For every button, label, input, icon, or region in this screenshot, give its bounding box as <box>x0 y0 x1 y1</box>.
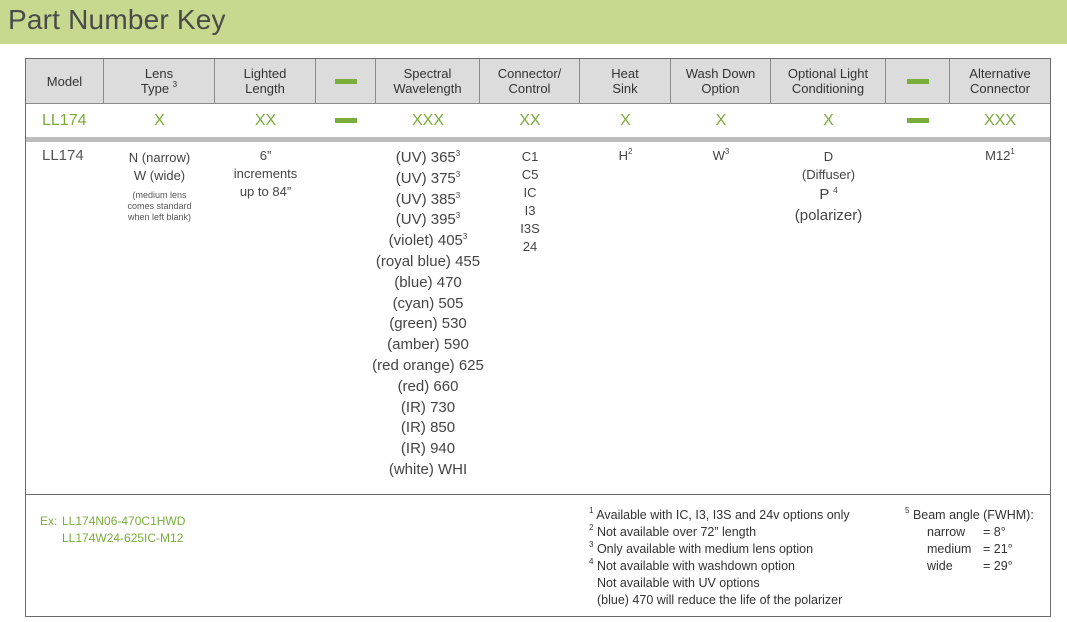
footnote <box>589 575 850 592</box>
header-heat-label <box>611 66 638 96</box>
spectral-option <box>356 190 500 211</box>
example-part-number: LL174N06-470C1HWD <box>62 514 186 528</box>
header-length-label <box>244 66 287 96</box>
spectral-option-text: (amber) 590 <box>387 336 469 354</box>
footnote-text: Not available with washdown option <box>596 559 795 573</box>
spectral-option-text: (IR) 850 <box>400 419 456 437</box>
footnote-number: 3 <box>589 540 594 549</box>
header-length-line1: Lighted <box>243 66 287 81</box>
code-alt: XXX <box>983 111 1016 129</box>
code-spectral: XXX <box>411 111 444 129</box>
header-connector <box>480 59 580 103</box>
connector-option: 24 <box>522 239 538 254</box>
examples-label: Ex: <box>40 514 58 528</box>
dash-icon <box>907 118 929 123</box>
code-row <box>26 104 1050 137</box>
header-alt-label <box>969 66 1030 96</box>
beam-title <box>905 507 1034 524</box>
spectral-option-text: (white) WHI <box>388 460 468 478</box>
spectral-option-text: (cyan) 505 <box>392 294 464 312</box>
footnote <box>589 507 850 524</box>
footnote <box>589 558 850 575</box>
header-optical-line2: Conditioning <box>791 81 865 96</box>
spectral-option <box>356 210 500 231</box>
header-length <box>215 59 316 103</box>
header-lens-line2: Type <box>140 81 170 96</box>
code-dash-2 <box>886 104 950 137</box>
connector-option: C5 <box>521 167 539 182</box>
lens-note: (medium lens <box>132 190 187 200</box>
heat-sup: 2 <box>627 147 633 156</box>
spectral-option-text: (green) 530 <box>389 315 467 333</box>
option-spectral-list <box>356 148 500 481</box>
spectral-option-text: (blue) 470 <box>394 273 462 291</box>
optical-sup: 4 <box>833 186 838 195</box>
header-spectral <box>376 59 480 103</box>
header-wash-line1: Wash Down <box>685 66 756 81</box>
length-option: up to 84” <box>239 184 292 199</box>
alt-sup: 1 <box>1010 147 1015 156</box>
code-connector: XX <box>519 111 541 129</box>
spectral-option <box>356 273 500 294</box>
code-length: XX <box>254 111 277 129</box>
header-spectral-line2: Wavelength <box>393 81 462 96</box>
spectral-option <box>356 335 500 356</box>
beam-title-text: Beam angle (FWHM): <box>912 508 1034 522</box>
header-wash-line2: Option <box>701 81 740 96</box>
footnotes <box>589 507 850 609</box>
spectral-option-text: (IR) 940 <box>400 440 456 458</box>
beam-value: = 8° <box>983 525 1006 539</box>
header-alt <box>950 59 1050 103</box>
beam-key: narrow <box>927 525 966 539</box>
spectral-option-sup: 3 <box>455 190 461 200</box>
beam-row <box>905 541 1034 558</box>
code-heat: X <box>620 111 631 129</box>
spectral-option-text: (UV) 385 <box>395 190 456 208</box>
footnote-number: 2 <box>589 523 594 532</box>
header-spectral-label <box>393 66 461 96</box>
connector-option: C1 <box>521 149 539 164</box>
header-model-label: Model <box>46 73 83 89</box>
connector-option: IC <box>523 185 537 200</box>
heat-option: H <box>618 148 628 163</box>
length-option: 6” <box>259 148 272 163</box>
footer-box <box>25 495 1051 617</box>
connector-option: I3S <box>520 221 540 236</box>
spectral-option-sup: 3 <box>455 149 461 158</box>
header-wash-label <box>686 66 756 96</box>
spectral-option-sup: 3 <box>462 232 468 242</box>
title-bar <box>0 0 1067 44</box>
spectral-option-sup: 3 <box>455 169 461 179</box>
spectral-option <box>356 418 500 439</box>
header-lens-sup: 3 <box>172 80 178 89</box>
option-alt <box>950 148 1050 163</box>
spectral-option-sup: 3 <box>455 211 461 221</box>
beam-row <box>905 524 1034 541</box>
footnote <box>589 541 850 558</box>
spectral-option <box>356 169 500 190</box>
spectral-option-text: (UV) 375 <box>395 169 456 187</box>
header-alt-line2: Connector <box>970 81 1030 96</box>
dash-icon <box>907 79 929 84</box>
spectral-option-text: (UV) 395 <box>395 211 456 229</box>
code-model: LL174 <box>42 111 87 129</box>
page-title: Part Number Key <box>8 4 226 35</box>
wash-sup: 3 <box>724 147 730 156</box>
code-dash-1 <box>316 104 376 137</box>
lens-option: W (wide) <box>133 168 186 183</box>
header-lens-line1: Lens <box>144 66 174 81</box>
optical-option: (Diffuser) <box>801 167 856 182</box>
spectral-option-text: (IR) 730 <box>400 398 456 416</box>
wash-option: W <box>712 148 725 163</box>
dash-icon <box>335 118 357 123</box>
spectral-option <box>356 148 500 169</box>
header-optical <box>771 59 886 103</box>
alt-option: M12 <box>985 148 1011 163</box>
lens-option: N (narrow) <box>128 150 191 165</box>
optical-option <box>771 184 886 206</box>
option-optical <box>771 148 886 226</box>
optical-option: (polarizer) <box>794 207 863 224</box>
spectral-option <box>356 398 500 419</box>
code-optical: X <box>823 111 834 129</box>
beam-row <box>905 558 1034 575</box>
header-alt-line1: Alternative <box>969 66 1031 81</box>
beam-sup: 5 <box>905 506 910 515</box>
dash-icon <box>335 79 357 84</box>
beam-key: wide <box>927 559 953 573</box>
spectral-option <box>356 356 500 377</box>
part-number-table <box>25 58 1051 495</box>
examples-list <box>62 513 185 547</box>
lens-note: when left blank) <box>127 212 192 222</box>
header-row <box>26 59 1050 104</box>
footnote <box>589 524 850 541</box>
spectral-option-text: (red orange) 625 <box>372 356 484 374</box>
option-wash <box>671 148 771 163</box>
header-length-line2: Length <box>245 81 285 96</box>
divider <box>26 137 1050 142</box>
spectral-option-text: (violet) 405 <box>388 232 463 250</box>
beam-value: = 29° <box>983 559 1013 573</box>
beam-key: medium <box>927 542 972 556</box>
spectral-option-text: (royal blue) 455 <box>375 252 481 270</box>
header-heat-line2: Sink <box>612 81 638 96</box>
lens-note: comes standard <box>127 201 192 211</box>
header-dash-2 <box>886 59 950 103</box>
option-connector-list <box>480 148 580 256</box>
footnote <box>589 592 850 609</box>
spectral-option <box>356 252 500 273</box>
spectral-option-text: (UV) 365 <box>395 149 456 166</box>
header-connector-line1: Connector/ <box>497 66 562 81</box>
footnote-text: (blue) 470 will reduce the life of the polarizer <box>597 593 843 607</box>
spectral-option <box>356 314 500 335</box>
header-optical-line1: Optional Light <box>787 66 869 81</box>
header-lens-label <box>141 66 177 96</box>
header-heat-line1: Heat <box>611 66 639 81</box>
option-length <box>215 147 316 201</box>
option-lens <box>104 149 215 223</box>
optical-option: D <box>823 149 834 164</box>
spectral-option <box>356 377 500 398</box>
spectral-option <box>356 231 500 252</box>
header-connector-line2: Control <box>508 81 551 96</box>
footnote-number: 4 <box>589 557 594 566</box>
footnote-text: Only available with medium lens option <box>596 542 814 556</box>
header-heat <box>580 59 671 103</box>
header-dash-1 <box>316 59 376 103</box>
length-option: increments <box>233 166 298 181</box>
footnote-number: 1 <box>589 506 594 515</box>
optical-p: P <box>819 186 830 203</box>
spectral-option <box>356 439 500 460</box>
footnote-text: Available with IC, I3, I3S and 24v options only <box>596 508 850 522</box>
footnote-text: Not available over 72” length <box>596 525 757 539</box>
header-optical-label <box>788 66 868 96</box>
example-part-number: LL174W24-625IC-M12 <box>62 531 184 545</box>
header-lens <box>104 59 215 103</box>
spectral-option-text: (red) 660 <box>397 377 459 395</box>
code-lens: X <box>154 111 165 129</box>
option-heat <box>580 148 671 163</box>
footnote-text: Not available with UV options <box>597 576 760 590</box>
option-model: LL174 <box>42 147 84 164</box>
header-spectral-line1: Spectral <box>403 66 452 81</box>
spectral-option <box>356 460 500 481</box>
header-model <box>26 59 104 103</box>
beam-angle-note <box>905 507 1034 575</box>
connector-option: I3 <box>524 203 536 218</box>
spectral-option <box>356 294 500 315</box>
header-connector-label <box>498 66 562 96</box>
header-wash <box>671 59 771 103</box>
beam-value: = 21° <box>983 542 1013 556</box>
code-wash: X <box>715 111 727 129</box>
